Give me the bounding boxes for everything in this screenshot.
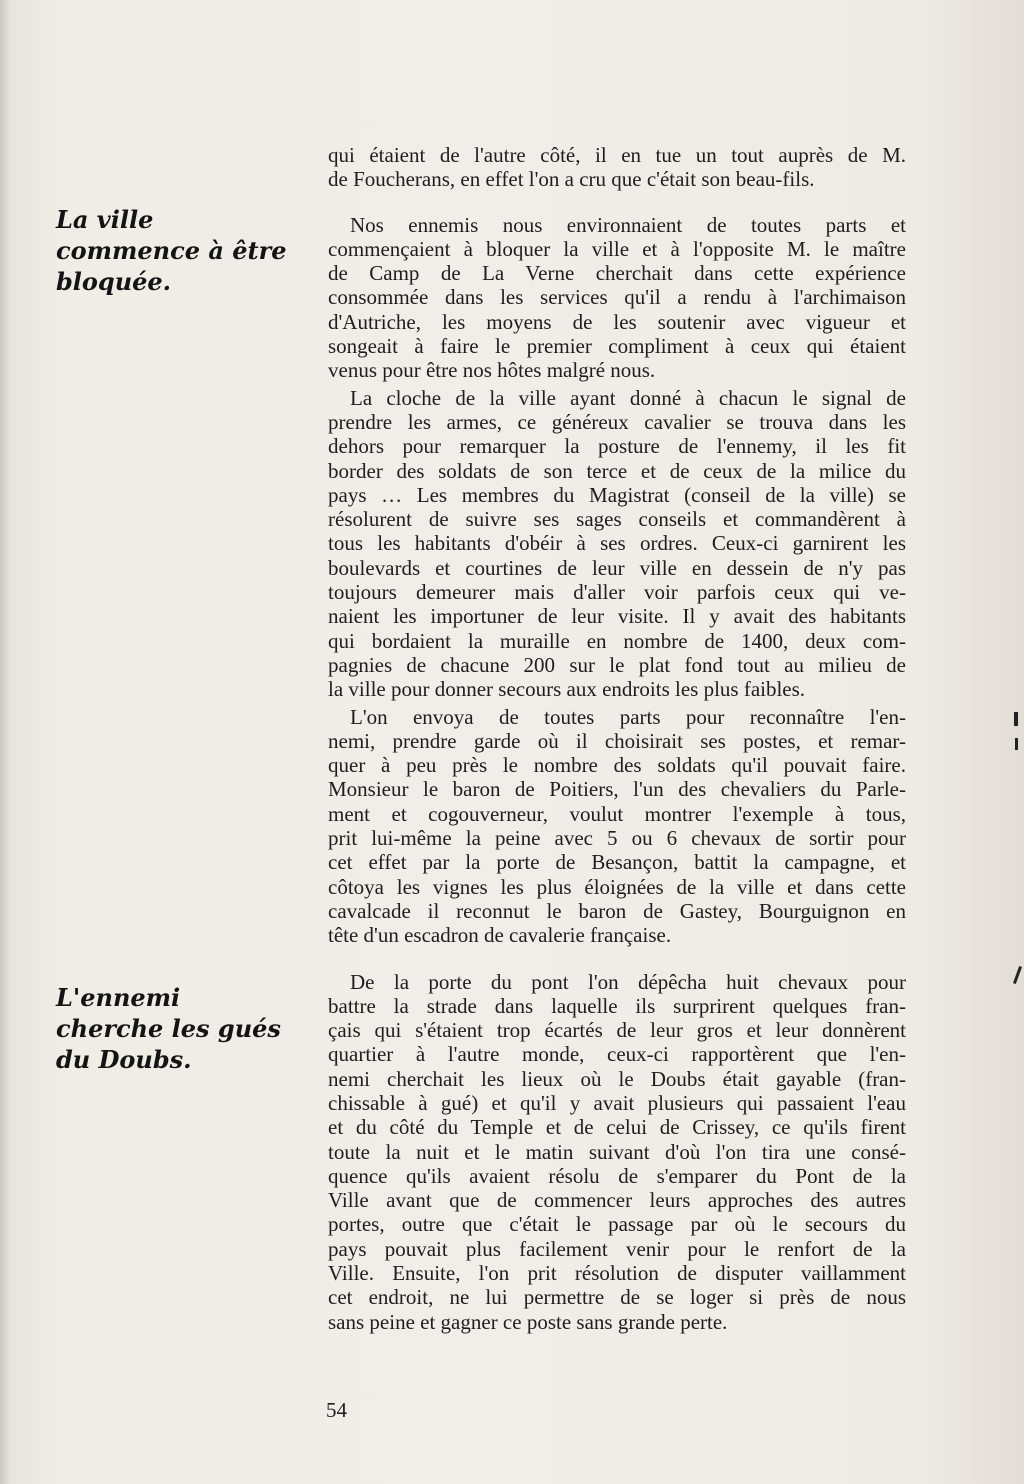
text-line: qui étaient de l'autre côté, il en tue un tout auprès de M. bbox=[328, 143, 906, 167]
text-line: naient les importuner de leur visite. Il y avait des habitants bbox=[328, 604, 906, 629]
margin-note-line: commence à être bbox=[56, 236, 287, 265]
paragraph bbox=[328, 386, 906, 702]
margin-note-line: La ville bbox=[56, 205, 154, 234]
text-line: toujours demeurer mais d'aller voir parfois ceux qui ve- bbox=[328, 580, 906, 605]
text-line: de Foucherans, en effet l'on a cru que c'était son beau-fils. bbox=[328, 167, 815, 192]
margin-note-line: L'ennemi bbox=[56, 983, 181, 1012]
text-line: De la porte du pont l'on dépêcha huit chevaux pour bbox=[350, 969, 906, 994]
text-line: La cloche de la ville ayant donné à chacun le signal de bbox=[350, 385, 906, 410]
text-line: Ville avant que de commencer leurs approches des autres bbox=[328, 1188, 906, 1213]
text-line: pays pouvait plus facilement venir pour le renfort de la bbox=[328, 1236, 906, 1261]
margin-note-enemy-fords bbox=[56, 982, 306, 1075]
text-line: L'on envoya de toutes parts pour reconnaître l'en- bbox=[350, 704, 906, 729]
page-edge-shadow bbox=[0, 0, 10, 1484]
paragraph bbox=[328, 970, 906, 1334]
text-line: battre la strade dans laquelle ils surprirent quelques fran- bbox=[328, 993, 906, 1018]
text-line: pays … Les membres du Magistrat (conseil de la ville) se bbox=[328, 482, 906, 507]
text-line: et du côté du Temple et de celui de Crissey, ce qu'ils firent bbox=[328, 1115, 906, 1140]
text-line: résolurent de suivre ses sages conseils et commandèrent à bbox=[328, 507, 906, 532]
text-line: quer à peu près le nombre des soldats qu'il pouvait faire. bbox=[328, 753, 906, 778]
edge-mark bbox=[1015, 738, 1018, 750]
text-line: nemi, prendre garde où il choisirait ses postes, et remar- bbox=[328, 728, 906, 753]
margin-note-line: bloquée. bbox=[56, 267, 172, 296]
text-line: tous les habitants d'obéir à ses ordres. Ceux-ci garnirent les bbox=[328, 531, 906, 556]
body-text bbox=[328, 143, 906, 1334]
text-line: cet effet par la porte de Besançon, battit la campagne, et bbox=[328, 850, 906, 875]
text-line: quartier à l'autre monde, ceux-ci rapportèrent que l'en- bbox=[328, 1042, 906, 1067]
text-line: prendre les armes, ce généreux cavalier se trouva dans les bbox=[328, 409, 906, 434]
text-line: tête d'un escadron de cavalerie française. bbox=[328, 923, 672, 948]
text-line: commençaient à bloquer la ville et à l'opposite M. le maître bbox=[328, 236, 906, 261]
text-line: songeait à faire le premier compliment à ceux qui étaient bbox=[328, 334, 906, 359]
text-line: çais qui s'étaient trop écartés de leur gros et leur donnèrent bbox=[328, 1018, 906, 1043]
paragraph bbox=[328, 143, 906, 192]
text-line: dehors pour remarquer la posture de l'ennemy, il les fit bbox=[328, 434, 906, 459]
text-line: cavalcade il reconnut le baron de Gastey, Bourguignon en bbox=[328, 898, 906, 923]
text-line: pagnies de chacune 200 sur le plat fond tout au milieu de bbox=[328, 652, 906, 677]
text-line: sans peine et gagner ce poste sans grande perte. bbox=[328, 1309, 728, 1334]
text-line: toute la nuit et le matin suivant d'où l'on tira une consé- bbox=[328, 1139, 906, 1164]
text-line: Monsieur le baron de Poitiers, l'un des chevaliers du Parle- bbox=[328, 777, 906, 802]
paragraph bbox=[328, 213, 906, 383]
text-line: Nos ennemis nous environnaient de toutes parts et bbox=[350, 212, 906, 237]
edge-mark bbox=[1013, 966, 1022, 984]
text-line: consommée dans les services qu'il a rendu à l'archimaison bbox=[328, 285, 906, 310]
text-line: prit lui-même la peine avec 5 ou 6 chevaux de sortir pour bbox=[328, 826, 906, 851]
text-line: d'Autriche, les moyens de les soutenir avec vigueur et bbox=[328, 309, 906, 334]
text-line: ment et cogouverneur, voulut montrer l'exemple à tous, bbox=[328, 801, 906, 826]
text-line: cet endroit, ne lui permettre de se loger si près de nous bbox=[328, 1285, 906, 1310]
margin-note-line: cherche les gués bbox=[56, 1014, 281, 1043]
text-line: border des soldats de son terce et de ceux de la milice du bbox=[328, 458, 906, 483]
margin-note-city-blockade bbox=[56, 204, 306, 297]
page-number: 54 bbox=[326, 1398, 347, 1422]
margin-note-line: du Doubs. bbox=[56, 1045, 192, 1074]
edge-mark bbox=[1014, 712, 1018, 726]
text-line: nemi cherchait les lieux où le Doubs était gayable (fran- bbox=[328, 1066, 906, 1091]
text-line: venus pour être nos hôtes malgré nous. bbox=[328, 358, 656, 383]
text-line: côtoya les vignes les plus éloignées de la ville et dans cette bbox=[328, 874, 906, 899]
text-line: de Camp de La Verne cherchait dans cette expérience bbox=[328, 261, 906, 286]
text-line: quence qu'ils avaient résolu de s'emparer du Pont de la bbox=[328, 1163, 906, 1188]
text-line: boulevards et courtines de leur ville en dessein de n'y pas bbox=[328, 555, 906, 580]
text-line: Ville. Ensuite, l'on prit résolution de disputer vaillamment bbox=[328, 1261, 906, 1286]
text-line: la ville pour donner secours aux endroits les plus faibles. bbox=[328, 677, 806, 702]
paragraph bbox=[328, 705, 906, 948]
text-line: portes, outre que c'était le passage par où le secours du bbox=[328, 1212, 906, 1237]
text-line: qui bordaient la muraille en nombre de 1400, deux com- bbox=[328, 628, 906, 653]
text-line: chissable à gué) et qu'il y avait plusieurs qui passaient l'eau bbox=[328, 1090, 906, 1115]
